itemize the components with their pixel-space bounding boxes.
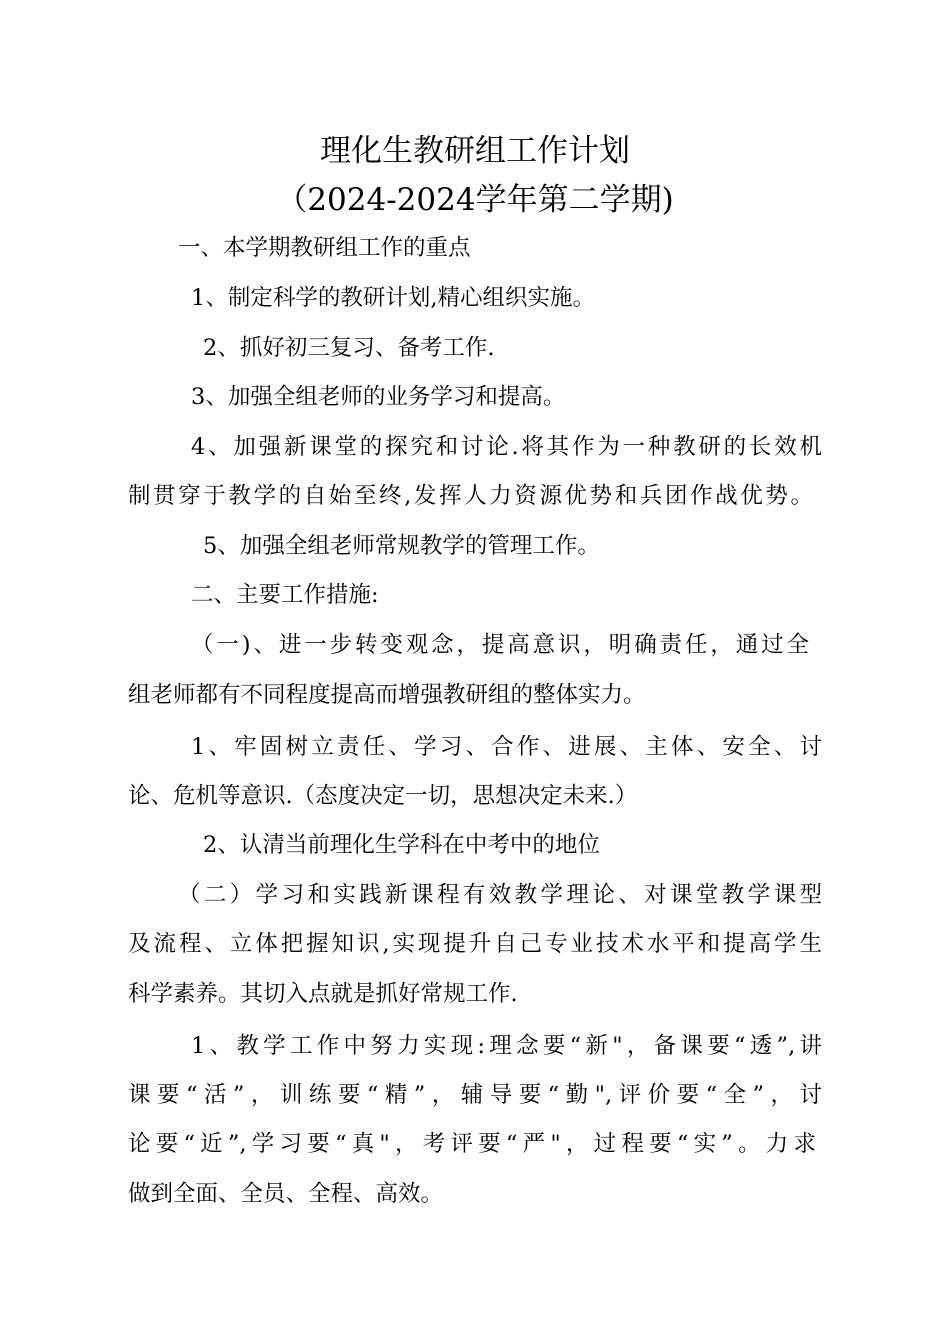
document-title: 理化生教研组工作计划 [320, 133, 630, 169]
list-item-4-line-1: 4、加强新课堂的探究和讨论.将其作为一种教研的长效机 [191, 434, 822, 460]
list-item-2: 2、抓好初三复习、备考工作. [203, 335, 495, 361]
measure-1-line-2: 组老师都有不同程度提高而增强教研组的整体实力。 [128, 682, 646, 708]
list-item-4-line-2: 制贯穿于教学的自始至终,发挥人力资源优势和兵团作战优势。 [128, 483, 813, 509]
measure-1-line-1: （一)、进一步转变观念，提高意识，明确责任，通过全 [191, 632, 809, 658]
measure-2-line-3: 科学素养。其切入点就是抓好常规工作. [128, 981, 518, 1007]
measure-2-item-1-line-3: 论要“近”,学习要“真"，考评要“严"，过程要“实”。力求 [128, 1131, 816, 1157]
list-item-1: 1、制定科学的教研计划,精心组织实施。 [191, 285, 595, 311]
measure-1-item-1-line-2: 论、危机等意识.（态度决定一切，思想决定未来.） [128, 783, 638, 809]
document-subtitle: （2024-2024学年第二学期) [276, 182, 674, 218]
list-item-5: 5、加强全组老师常规教学的管理工作。 [203, 533, 600, 559]
measure-2-item-1-line-2: 课要“活”，训练要“精”，辅导要“勤",评价要“全”，讨 [128, 1082, 822, 1108]
measure-2-line-1: （二）学习和实践新课程有效教学理论、对课堂教学课型 [178, 882, 822, 908]
measure-1-item-2: 2、认清当前理化生学科在中考中的地位 [203, 832, 600, 858]
measure-2-line-2: 及流程、立体把握知识,实现提升自己专业技术水平和提高学生 [128, 931, 822, 957]
section-heading-focus: 一、本学期教研组工作的重点 [178, 235, 471, 261]
list-item-3: 3、加强全组老师的业务学习和提高。 [191, 384, 566, 410]
measure-2-item-1-line-4: 做到全面、全员、全程、高效。 [128, 1181, 444, 1207]
measure-1-item-1-line-1: 1、牢固树立责任、学习、合作、进展、主体、安全、讨 [191, 734, 822, 760]
measure-2-item-1-line-1: 1、教学工作中努力实现:理念要“新"，备课要“透”,讲 [191, 1033, 822, 1059]
section-heading-measures: 二、主要工作措施: [191, 582, 379, 608]
